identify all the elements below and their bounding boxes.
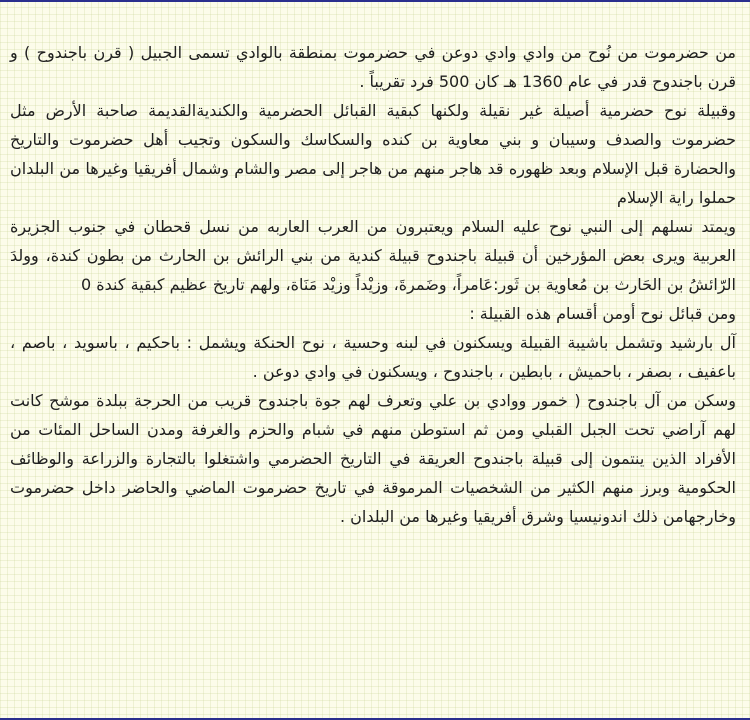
paragraph-lineage: ويمتد نسلهم إلى النبي نوح عليه السلام ويعتبرون من العرب العاربه من نسل قحطان في جنوب الجزيرة العربية ويرى بعض المؤرخين أن قبيلة باجندوح قبيلة كندية من بني الرائش بن الحارث من بطون كندة، وولدَ الرّائشُ بن الحَارث بن مُعاوية بن ثَور:عَامراً، وضَمرةَ، وزيْداً وزيْد مَنَاة، ولهم تاريخ عظيم كبقية كندة 0 bbox=[10, 217, 736, 294]
paragraph-divisions-heading: ومن قبائل نوح أومن أقسام هذه القبيلة : bbox=[469, 304, 736, 323]
paragraph-settlements: وسكن من آل باجندوح ( خمور ووادي بن علي وتعرف لهم جوة باجندوح قريب من الحرجة ببلدة موشح كانت لهم آراضي تحت الجبل القبلي ومن ثم استوطن منهم في شبام والحزم والغرفة ومدن الساحل المئات من الأفراد الذين ينتمون إلى قبيلة باجندوح العريقة في التاريخ الحضرمي واشتغلوا بالتجارة والزراعة والوظائف الحكومية وبرز منهم الكثير من الشخصيات المرموقة في تاريخ حضرموت الماضي والحاضر داخل حضرموت وخارجهامن ذلك اندونيسيا وشرق أفريقيا وغيرها من البلدان . bbox=[10, 391, 736, 526]
paragraph-origin: من حضرموت من نُوح من وادي وادي دوعن في حضرموت بمنطقة بالوادي تسمى الجبيل ( قرن باجندوح ) و قرن باجندوح قدر في عام 1360 هـ كان 500 فرد تقريباً . bbox=[10, 43, 736, 91]
article-body bbox=[10, 38, 736, 531]
paragraph-tribe-description: وقبيلة نوح حضرمية أصيلة غير نقيلة ولكنها كبقية القبائل الحضرمية والكنديةالقديمة صاحبة الأرض مثل حضرموت والصدف وسيبان و بني معاوية بن كنده والسكاسك والسكون وتجيب أهل حضرموت والتاريخ والحضارة قبل الإسلام وبعد ظهوره قد هاجر منهم من هاجر إلى مصر والشام وشمال أفريقيا وغيرها من البلدان حملوا راية الإسلام bbox=[10, 101, 736, 207]
paragraph-divisions-list: آل بارشيد وتشمل باشيبة القبيلة ويسكنون في لبنه وحسية ، نوح الحنكة ويشمل : باحكيم ، باسويد ، باصم ، باعفيف ، بصفر ، باحميش ، بابطين ، باجندوح ، ويسكنون في وادي دوعن . bbox=[10, 333, 736, 381]
